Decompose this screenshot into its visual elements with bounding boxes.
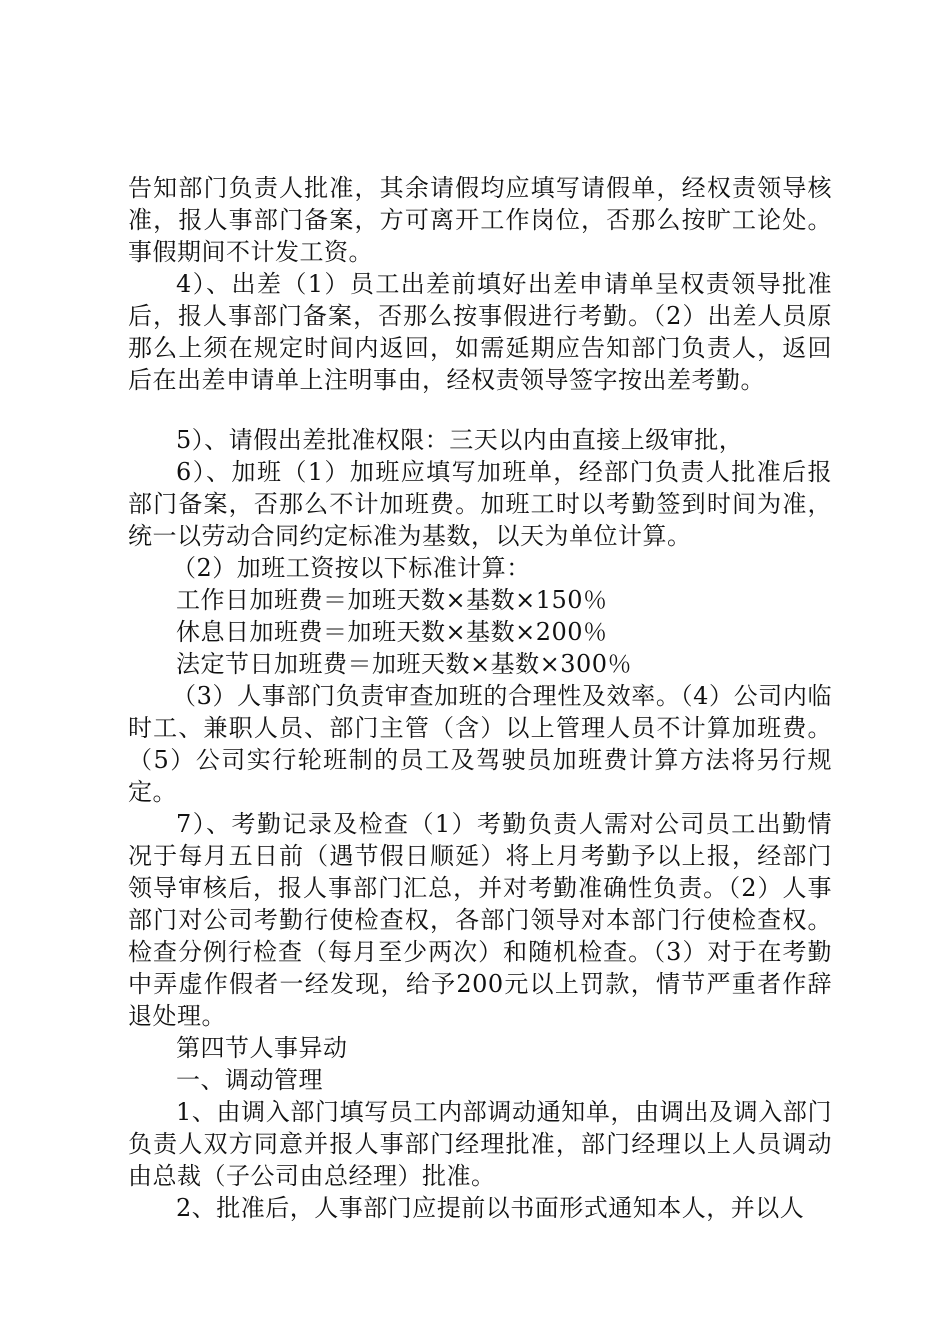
paragraph-overtime-pay-standard: （2）加班工资按以下标准计算： [172, 554, 531, 582]
subheading-transfer-management: 一、调动管理 [176, 1066, 323, 1094]
formula-holiday-overtime: 法定节日加班费＝加班天数×基数×300％ [176, 650, 633, 678]
document-body [128, 172, 832, 1224]
section-heading-personnel-changes: 第四节人事异动 [176, 1034, 348, 1062]
paragraph-business-trip: 4）、出差（1）员工出差前填好出差申请单呈权责领导批准后，报人事部门备案，否那么按事假进行考勤。（2）出差人员原那么上须在规定时间内返回，如需延期应告知部门负责人，返回后在出差申请单上注明事由，经权责领导签字按出差考勤。 [128, 270, 832, 394]
formula-restday-overtime: 休息日加班费＝加班天数×基数×200％ [176, 618, 608, 646]
paragraph-overtime: 6）、加班（1）加班应填写加班单，经部门负责人批准后报部门备案，否那么不计加班费。加班工时以考勤签到时间为准，统一以劳动合同约定标准为基数，以天为单位计算。 [128, 458, 832, 550]
paragraph-gap [128, 396, 832, 424]
formula-workday-overtime: 工作日加班费＝加班天数×基数×150％ [176, 586, 608, 614]
paragraph-transfer-notification: 2、批准后，人事部门应提前以书面形式通知本人，并以人 [176, 1194, 805, 1222]
paragraph-approval-authority: 5）、请假出差批准权限：三天以内由直接上级审批， [176, 426, 744, 454]
paragraph-leave-continued: 告知部门负责人批准，其余请假均应填写请假单，经权责领导核准，报人事部门备案，方可离开工作岗位，否那么按旷工论处。事假期间不计发工资。 [128, 174, 832, 266]
paragraph-transfer-procedure: 1、由调入部门填写员工内部调动通知单，由调出及调入部门负责人双方同意并报人事部门经理批准，部门经理以上人员调动由总裁（子公司由总经理）批准。 [128, 1098, 832, 1190]
paragraph-attendance-records: 7）、考勤记录及检查（1）考勤负责人需对公司员工出勤情况于每月五日前（遇节假日顺延）将上月考勤予以上报，经部门领导审核后，报人事部门汇总，并对考勤准确性负责。（2）人事部门对公司考勤行使检查权，各部门领导对本部门行使检查权。检查分例行检查（每月至少两次）和随机检查。（3）对于在考勤中弄虚作假者一经发现，给予200元以上罚款，情节严重者作辞退处理。 [128, 810, 832, 1030]
paragraph-overtime-review: （3）人事部门负责审查加班的合理性及效率。（4）公司内临时工、兼职人员、部门主管（含）以上管理人员不计算加班费。（5）公司实行轮班制的员工及驾驶员加班费计算方法将另行规定。 [128, 682, 832, 806]
